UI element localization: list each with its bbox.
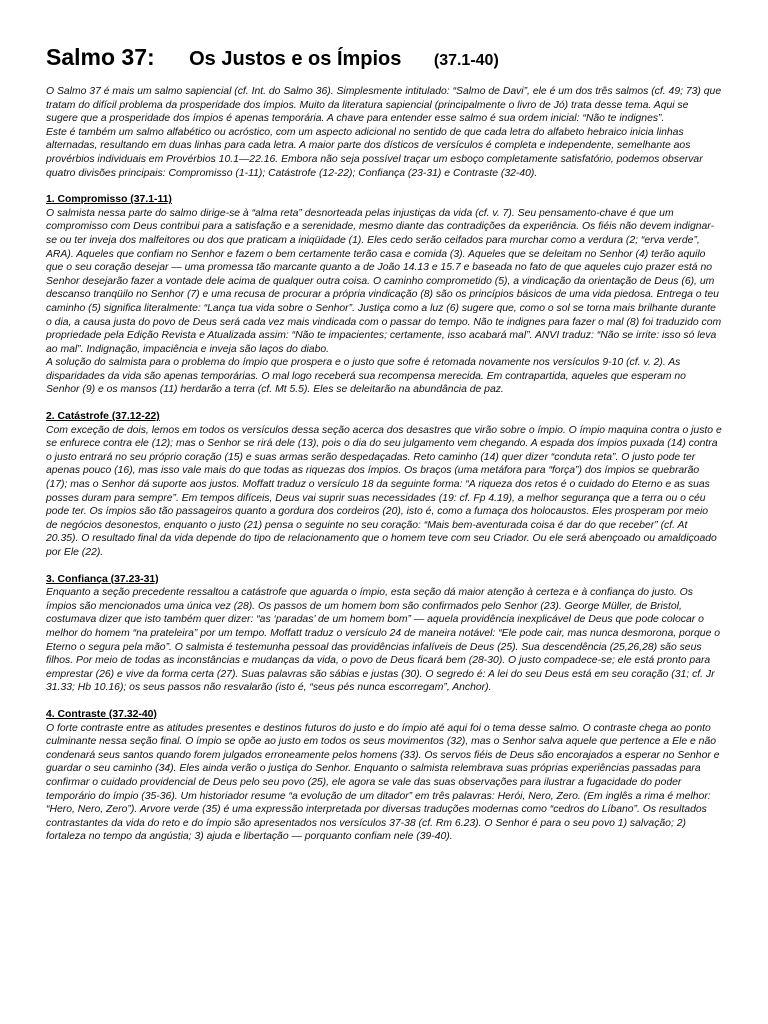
section-paragraph: O salmista nessa parte do salmo dirige-se à “alma reta” desnorteada pelas injustiças da vida (cf. v. 7). Seu pensamento-chave é que um compromisso com Deus contribui para a satisfação e a serenidade, mesmo diante das contradições da experiência. Os fiéis não devem indignar-se ou ter inveja dos malfeitores ou dos que praticam a iniqüidade (1). Eles cedo serão ceifados para murchar como a verdura (2; “erva verde”, ARA). Aqueles que confiam no Senhor e fazem o bem certamente terão casa e comida (3). Aqueles que se deleitam no Senhor (4) terão aquilo que o seu coração desejar — uma promessa tão marcante quanto a de João 14.13 e 15.7 e baseada no fato de que aqueles cujo prazer está no Senhor desejarão fazer a vontade dele acima de qualquer outra coisa. O caminho comprometido (5), a vindicação da orientação de Deus (6), um descanso tranqüilo no Senhor (7) e uma recusa de procurar a própria vindicação (8) são os princípios básicos de uma vida piedosa. Entrega o teu caminho (5) significa literalmente: “Lança tua vida sobre o Senhor”. Justiça como a luz (6) sugere que, como o sol se torna mais brilhante durante o dia, a causa justa do povo de Deus será cada vez mais vindicada com o passar do tempo. Não te indignes para fazer o mal (8) foi traduzido com propriedade pela Edição Revista e Atualizada assim: “Não te impacientes; certamente, isso acabará mal”. ANVI traduz: “Não se irrite: isso só leva ao mal”. Indignação, impaciência e inveja são laços do diabo. bbox=[46, 207, 722, 355]
spacer bbox=[46, 397, 722, 410]
section-paragraph: O forte contraste entre as atitudes presentes e destinos futuros do justo e do ímpio até aqui foi o tema desse salmo. O contraste chega ao ponto culminante nessa seção final. O ímpio se opõe ao justo em todos os seus movimentos (32), mas o Senhor salva aquele que pertence a Ele e não condenará seus santos quando forem julgados erroneamente pelos homens (33). Os servos fiéis de Deus são encorajados a esperar no Senhor e guardar o seu caminho (34). Eles ainda verão o justiça do Senhor. Enquanto o salmista relembrava suas próprias experiências passadas para confirmar o cuidado providencial de Deus pelo seu povo (25), ele agora se vale das suas observações para ilustrar a fugacidade do poder temporário do ímpio (35-36). Um historiador resume “a evolução de um ditador” em três palavras: Herói, Nero, Zero. (Em inglês a rima é melhor: “Hero, Nero, Zero”). Arvore verde (35) é uma expressão interpretada por diversas traduções modernas como “cedros do Líbano”. Os resultados contrastantes da vida do reto e do ímpio são apresentados nos versículos 37-38 (cf. Rm 6.23). O Senhor é para o seu povo 1) salvação; 2) fortaleza no tempo da angústia; 3) ajuda e libertação — porquanto confiam nele (39-40). bbox=[46, 722, 720, 843]
section-paragraph: Enquanto a seção precedente ressaltou a catástrofe que aguarda o ímpio, esta seção dá maior atenção à certeza e à confiança do justo. Os ímpios são mencionados uma única vez (28). Os passos de um homem bom são confirmados pelo Senhor (23). George Müller, de Bristol, costumava dizer que isto também quer dizer: “as ‘paradas’ de um homem bom” — aquela providência inexplicável de Deus que pode colocar o melhor do homem “na prateleira” por um tempo. Moffatt traduz o versículo 24 de maneira notável: “Ele pode cair, mas nunca desmorona, porque o Eterno o segura pela mão”. O salmista é testemunha pessoal das providências infalíveis de Deus (25). Sua descendência (25,26,28) são seus filhos. Por meio de todas as inconstâncias e mudanças da vida, o povo de Deus ficará bem (28-30). O justo compadece-se; ele está pronto para emprestar (26) e vive da forma certa (27). Suas palavras são sábias e justas (30). O segredo é: A lei do seu Deus está em seu coração (31; cf. Jr 31.33; Hb 10.16); os seus passos não resvalarão (isto é, “seus pés nunca escorregam”, Anchor). bbox=[46, 587, 721, 694]
document-page bbox=[46, 44, 722, 844]
page-title bbox=[46, 44, 722, 71]
intro-paragraph: Este é também um salmo alfabético ou acróstico, com um aspecto adicional no sentido de que cada letra do alfabeto hebraico inicia linhas alternadas, resultando em duas linhas para cada letra. A maior parte dos dísticos de versículos é completa e independente, semelhante aos provérbios individuais em Provérbios 10.1—22.16. Embora não seja possível traçar um esboço completamente satisfatório, podemos observar quatro divisões principais: Compromisso (1-11); Catástrofe (12-22); Confiança (23-31) e Contraste (32-40). bbox=[46, 126, 703, 179]
spacer bbox=[46, 695, 722, 708]
spacer bbox=[46, 180, 722, 193]
section-paragraph: A solução do salmista para o problema do ímpio que prospera e o justo que sofre é retomada novamente nos versículos 9-10 (cf. v. 2). As disparidades da vida são apenas temporárias. O mal logo receberá sua recompensa merecida. Em contrapartida, aqueles que esperam no Senhor (9) e os mansos (11) herdarão a terra (cf. Mt 5.5). Eles se deleitarão na abundância de paz. bbox=[46, 357, 686, 396]
section-heading: 1. Compromisso (37.1-11) bbox=[46, 194, 172, 206]
section-paragraph: Com exceção de dois, lemos em todos os versículos dessa seção acerca dos desastres que virão sobre o ímpio. O ímpio maquina contra o justo e se enfurece contra ele (12); mas o Senhor se rirá dele (13), pois o dia do seu julgamento vem chegando. A espada dos ímpios puxada (14) contra o justo entrará no seu próprio coração (15) e suas armas serão despedaçadas. Reto caminho (14) quer dizer “conduta reta”. O justo pode ter apenas pouco (16), mas isso vale mais do que todas as riquezas dos ímpios. Os braços (uma metáfora para “força”) dos ímpios se quebrarão (17); mas o Senhor dá suporte aos justos. Moffatt traduz o versículo 18 da seguinte forma: “A riqueza dos retos é o cuidado do Eterno e as suas posses duram para sempre”. Em tempos difíceis, Deus vai suprir suas necessidades (19: cf. Fp 4.19), a melhor segurança que a terra ou o céu pode ter. Os ímpios são tão passageiros quanto a gordura dos cordeiros (20), isto é, como a fumaça dos holocaustos. Eles prosperam por meio de negócios desonestos, enquanto o justo (21) pensa o seguinte no seu coração: “Mais bem-aventurada coisa é dar do que receber” (cf. At 20.35). O resultado final da vida depende do tipo de relacionamento que o homem teve com seu Criador. Ou ele será abençoado ou amaldiçoado por Ele (22). bbox=[46, 424, 722, 558]
title-subtitle: Os Justos e os Ímpios bbox=[189, 48, 402, 70]
spacer bbox=[46, 560, 722, 573]
section-heading: 4. Contraste (37.32-40) bbox=[46, 708, 157, 720]
section-heading: 3. Confiança (37.23-31) bbox=[46, 573, 159, 585]
section-heading: 2. Catástrofe (37.12-22) bbox=[46, 411, 160, 423]
title-main: Salmo 37: bbox=[46, 44, 155, 70]
intro-paragraph: O Salmo 37 é mais um salmo sapiencial (cf. Int. do Salmo 36). Simplesmente intitulado: “Salmo de Davi”, ele é um dos três salmos (cf. 49; 73) que tratam do difícil problema da prosperidade dos ímpios. Muito da literatura sapiencial (principalmente o livro de Jó) trata desse tema. Aqui se sugere que a prosperidade dos ímpios é apenas temporária. A chave para entender esse salmo é sua ordem inicial: “Não te indignes”. bbox=[46, 86, 722, 125]
title-reference: (37.1-40) bbox=[433, 52, 499, 69]
